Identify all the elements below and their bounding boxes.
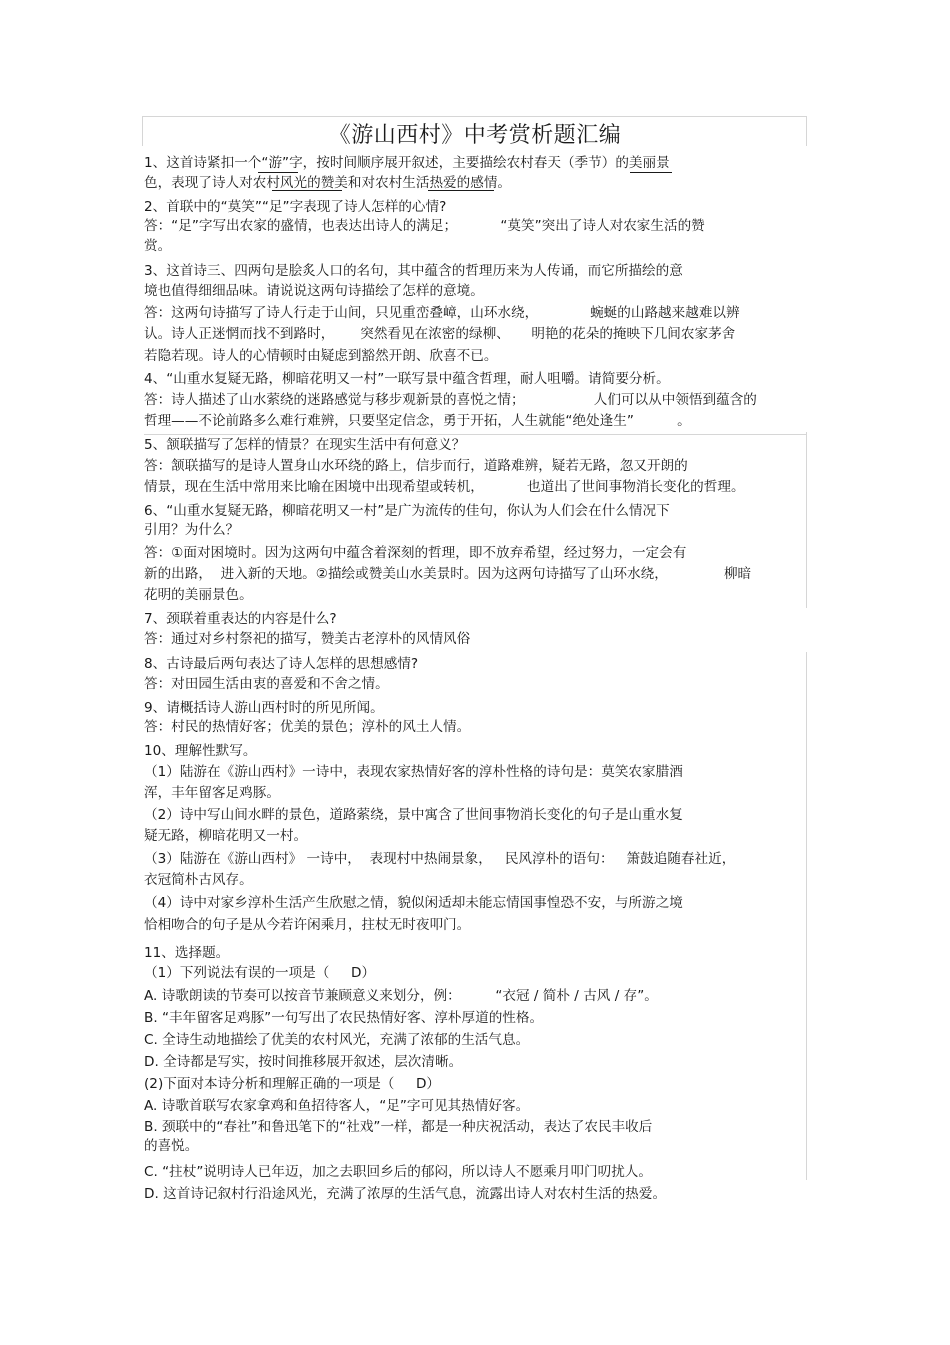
option-line: D. 全诗都是写实，按时间推移展开叙述，层次清晰。 — [144, 1054, 463, 1070]
answer-line: 答：颔联描写的是诗人置身山水环绕的路上，信步而行，道路难辨，疑若无路，忽又开朗的 — [144, 458, 688, 474]
document-title: 《游山西村》中考赏析题汇编 — [328, 123, 622, 148]
text-line: 引用？为什么？ — [144, 522, 240, 538]
option-line: A. 诗歌首联写农家拿鸡和鱼招待客人，“足”字可见其热情好客。 — [144, 1098, 530, 1114]
question-heading: 5、颔联描写了怎样的情景？在现实生活中有何意义？ — [144, 437, 466, 453]
option-line: 的喜悦。 — [144, 1138, 199, 1154]
text-line: (2)下面对本诗分析和理解正确的一项是（ D） — [144, 1076, 441, 1092]
text-line: 1、这首诗紧扣一个“游”字，按时间顺序展开叙述，主要描绘农村春天（季节）的美丽景 — [144, 155, 670, 171]
question-heading: 4、“山重水复疑无路，柳暗花明又一村”一联写景中蕴含哲理，耐人咀嚼。请简要分析。 — [144, 371, 670, 387]
answer-line: 答：“足”字写出农家的盛情，也表达出诗人的满足； “莫笑”突出了诗人对农家生活的赞 — [144, 218, 705, 234]
option-line: C. 全诗生动地描绘了优美的农村风光，充满了浓郁的生活气息。 — [144, 1032, 530, 1048]
question-heading: 9、请概括诗人游山西村时的所见所闻。 — [144, 700, 384, 716]
text-line: 境也值得细细品味。请说说这两句诗描绘了怎样的意境。 — [144, 283, 484, 299]
answer-line: 新的出路， 进入新的天地。②描绘或赞美山水美景时。因为这两句诗描写了山环水绕， 柳暗 — [144, 566, 752, 582]
answer-line: 赏。 — [144, 238, 172, 254]
answer-line: 认。诗人正迷惘而找不到路时， 突然看见在浓密的绿柳、 明艳的花朵的掩映下几间农家茅舍 — [144, 326, 736, 342]
text-line: 恰相吻合的句子是从今若许闲乘月，拄杖无时夜叩门。 — [144, 917, 471, 933]
question-heading: 2、首联中的“莫笑”“足”字表现了诗人怎样的心情? — [144, 199, 447, 215]
text-line: 疑无路，柳暗花明又一村。 — [144, 828, 308, 844]
text-line: （1）陆游在《游山西村》一诗中，表现农家热情好客的淳朴性格的诗句是：莫笑农家腊酒 — [144, 764, 683, 780]
underline-season — [630, 172, 672, 173]
option-line: D. 这首诗记叙村行沿途风光，充满了浓厚的生活气息，流露出诗人对农村生活的热爱。 — [144, 1186, 667, 1202]
option-line: C. “拄杖”说明诗人已年迈，加之去职回乡后的郁闷，所以诗人不愿乘月叩门叨扰人。 — [144, 1164, 652, 1180]
answer-line: 若隐若现。诗人的心情顿时由疑虑到豁然开朗、欣喜不已。 — [144, 348, 498, 364]
text-line: （1）下列说法有误的一项是（ D） — [144, 965, 376, 981]
top-border-line — [142, 116, 806, 117]
answer-line: 答：①面对困境时。因为这两句中蕴含着深刻的哲理，即不放弃希望，经过努力，一定会有 — [144, 545, 687, 561]
right-margin-line-lower — [806, 652, 807, 1180]
answer-line: 哲理——不论前路多么难行难辨，只要坚定信念，勇于开拓，人生就能“绝处逢生” 。 — [144, 413, 691, 429]
text-line: （4）诗中对家乡淳朴生活产生欣慰之情，貌似闲适却未能忘情国事惶恐不安，与所游之境 — [144, 895, 683, 911]
option-line: B. 颈联中的“春社”和鲁迅笔下的“社戏”一样，都是一种庆祝活动，表达了农民丰收后 — [144, 1119, 653, 1135]
question-heading: 3、这首诗三、四两句是脍炙人口的名句，其中蕴含的哲理历来为人传诵，而它所描绘的意 — [144, 263, 683, 279]
answer-line: 答：对田园生活由衷的喜爱和不舍之情。 — [144, 676, 389, 692]
option-line: B. “丰年留客足鸡豚”一句写出了农民热情好客、淳朴厚道的性格。 — [144, 1010, 544, 1026]
answer-line: 答：通过对乡村祭祀的描写，赞美古老淳朴的风情风俗 — [144, 631, 471, 647]
question-heading: 7、颈联着重表达的内容是什么? — [144, 611, 337, 627]
answer-line: 答：诗人描述了山水萦绕的迷路感觉与移步观新景的喜悦之情； 人们可以从中领悟到蕴含的 — [144, 392, 757, 408]
text-line: （3）陆游在《游山西村》 一诗中， 表现村中热闹景象， 民风淳朴的语句： 箫鼓追随春社近， — [144, 851, 736, 867]
section-divider — [144, 434, 806, 435]
option-line: A. 诗歌朗读的节奏可以按音节兼顾意义来划分，例： “衣冠 / 简朴 / 古风 / 存”。 — [144, 988, 658, 1004]
text-line: （2）诗中写山间水畔的景色，道路萦绕，景中寓含了世间事物消长变化的句子是山重水复 — [144, 807, 683, 823]
right-margin-line — [806, 432, 807, 608]
underline-you — [258, 172, 298, 173]
answer-line: 答：村民的热情好客；优美的景色；淳朴的风土人情。 — [144, 719, 471, 735]
question-heading: 8、古诗最后两句表达了诗人怎样的思想感情? — [144, 656, 419, 672]
question-heading: 11、选择题。 — [144, 945, 230, 961]
question-heading: 6、“山重水复疑无路，柳暗花明又一村”是广为流传的佳句，你认为人们会在什么情况下 — [144, 503, 670, 519]
answer-line: 情景，现在生活中常用来比喻在困境中出现希望或转机， 也道出了世间事物消长变化的哲理。 — [144, 479, 745, 495]
text-line: 衣冠简朴古风存。 — [144, 872, 253, 888]
text-line: 浑，丰年留客足鸡豚。 — [144, 785, 280, 801]
text-line: 色，表现了诗人对农村风光的赞美和对农村生活热爱的感情。 — [144, 175, 512, 191]
question-heading: 10、理解性默写。 — [144, 743, 257, 759]
answer-line: 答：这两句诗描写了诗人行走于山间，只见重峦叠嶂，山环水绕， 蜿蜒的山路越来越难以辨 — [144, 305, 740, 321]
answer-line: 花明的美丽景色。 — [144, 587, 253, 603]
